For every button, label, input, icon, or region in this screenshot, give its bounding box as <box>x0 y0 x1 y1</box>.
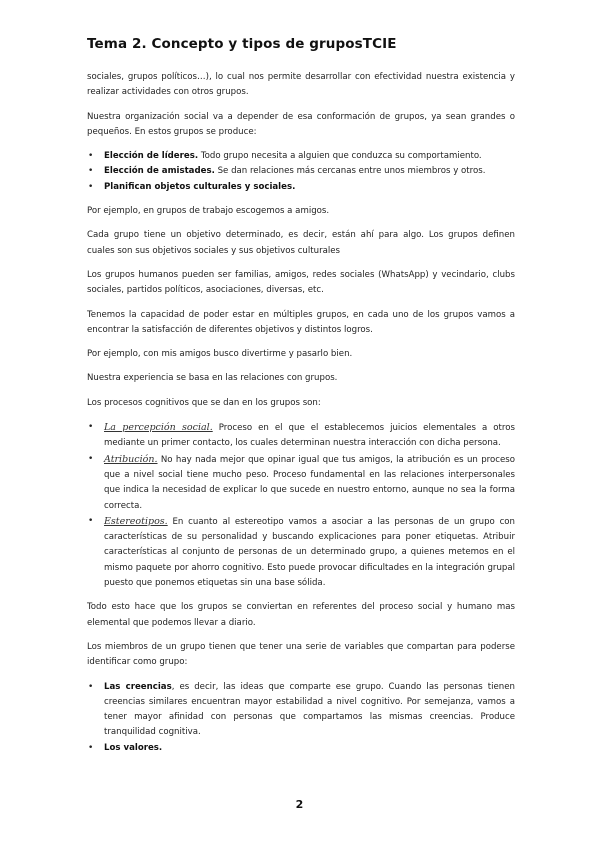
paragraph: Tenemos la capacidad de poder estar en múltiples grupos, en cada uno de los grupos vamos a encontrar la satisfacción de diferentes objetivos y distintos logros. <box>87 309 515 335</box>
bullet-icon: • <box>88 166 94 177</box>
list-item <box>87 680 515 741</box>
list-item <box>87 164 515 179</box>
page-number: 2 <box>295 798 304 811</box>
bullet-list-group-activities <box>87 149 515 195</box>
list-item-text: En cuanto al estereotipo vamos a asociar a las personas de un grupo con características de su personalidad y buscando explicaciones para poner etiquetas. Atribuir características al conjunto de personas de un determinado grupo, a quienes metemos en el mismo paquete por ahorro cognitivo. Esto puede provocar dificultades en la integración grupal puesto que ponemos etiquetas sin una base sólida. <box>104 516 515 589</box>
list-item-text: Todo grupo necesita a alguien que conduzca su comportamiento. <box>198 151 482 162</box>
paragraph: Por ejemplo, con mis amigos busco divertirme y pasarlo bien. <box>87 349 353 360</box>
list-item-text: Proceso en el que el establecemos juicios elementales a otros mediante un primer contacto, los cuales determinan nuestra interacción con dicha persona. <box>104 423 516 449</box>
paragraph: Cada grupo tiene un objetivo determinado, es decir, están ahí para algo. Los grupos definen cuales son sus objetivos sociales y sus objetivos culturales <box>87 230 515 256</box>
bullet-icon: • <box>88 453 94 464</box>
paragraph: Los miembros de un grupo tienen que tener una serie de variables que compartan para poderse identificar como grupo: <box>87 641 515 668</box>
page-title: Tema 2. Concepto y tipos de gruposTCIE <box>87 36 397 52</box>
handwritten-term: La percepción social. <box>104 422 213 434</box>
bullet-icon: • <box>88 681 94 692</box>
bullet-icon: • <box>88 181 94 192</box>
list-item <box>87 149 515 164</box>
list-item <box>87 180 515 195</box>
document-body <box>87 70 515 765</box>
list-item-term: Las creencias <box>104 681 172 692</box>
handwritten-term: Estereotipos. <box>104 515 168 527</box>
list-item <box>87 514 515 591</box>
paragraph: Nuestra organización social va a depender de esa conformación de grupos, ya sean grandes o pequeños. En estos grupos se produce: <box>87 111 515 137</box>
list-item-text: No hay nada mejor que opinar igual que tus amigos, la atribución es un proceso que a nivel social tiene mucho peso. Proceso fundamental en las relaciones interpersonales que indica la necesidad de explicar lo que sucede en nuestro entorno, aunque no sea la forma correcta. <box>104 454 515 511</box>
bullet-icon: • <box>88 151 94 162</box>
paragraph: Los procesos cognitivos que se dan en los grupos son: <box>87 397 321 408</box>
list-item <box>87 420 515 452</box>
list-item-term: Los valores. <box>104 742 163 753</box>
handwritten-term: Atribución. <box>104 453 158 465</box>
list-item <box>87 741 515 756</box>
list-item-term: Elección de amistades. <box>104 166 215 177</box>
bullet-icon: • <box>88 742 94 753</box>
list-item-term: Elección de líderes. <box>104 151 199 162</box>
list-item <box>87 452 515 514</box>
bullet-icon: • <box>88 422 94 433</box>
bullet-list-cognitive-processes <box>87 420 515 591</box>
paragraph: Por ejemplo, en grupos de trabajo escogemos a amigos. <box>87 206 330 217</box>
list-item-text: Se dan relaciones más cercanas entre unos miembros y otros. <box>214 166 486 177</box>
paragraph: Todo esto hace que los grupos se conviertan en referentes del proceso social y humano mas elemental que podemos llevar a diario. <box>87 602 515 628</box>
paragraph: Los grupos humanos pueden ser familias, amigos, redes sociales (WhatsApp) y vecindario, clubs sociales, partidos políticos, asociaciones, diversas, etc. <box>87 269 515 296</box>
bullet-list-shared-variables <box>87 680 515 756</box>
bullet-icon: • <box>88 515 94 526</box>
paragraph: Nuestra experiencia se basa en las relaciones con grupos. <box>87 373 338 384</box>
list-item-term: Planifican objetos culturales y sociales. <box>104 181 296 192</box>
paragraph: sociales, grupos políticos…), lo cual nos permite desarrollar con efectividad nuestra existencia y realizar actividades con otros grupos. <box>87 72 515 98</box>
list-item-text: , es decir, las ideas que comparte ese grupo. Cuando las personas tienen creencias similares encuentran mayor estabilidad a nivel cognitivo. Por semejanza, vamos a tener mayor afinidad con personas que compartamos las mismas creencias. Produce tranquilidad cognitiva. <box>104 681 515 738</box>
